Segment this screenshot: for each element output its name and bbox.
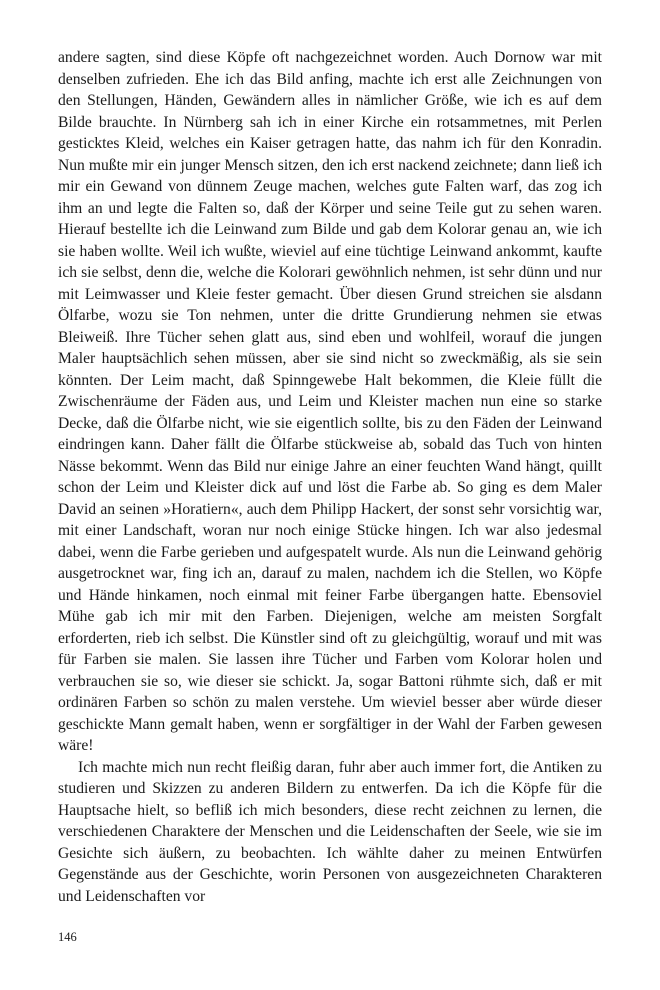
paragraph-new: Ich machte mich nun recht fleißig daran, fuhr aber auch immer fort, die Antiken zu studieren und Skizzen zu anderen Bildern zu entwerfen. Da ich die Köpfe für die Hauptsache hielt, so befliß ich mich besonders, diese recht zeichnen zu lernen, die verschiedenen Charaktere der Menschen und die Leidenschaften der Seele, wie sie im Gesichte sich äußern, zu beobachten. Ich wählte daher zu meinen Entwürfen Gegenstände aus der Geschichte, worin Personen von ausgezeichneten Charakteren und Leidenschaften vor xyxy=(58,758,602,905)
page-number: 146 xyxy=(58,930,77,944)
paragraph-continued: andere sagten, sind diese Köpfe oft nachgezeichnet worden. Auch Dornow war mit denselben zufrieden. Ehe ich das Bild anfing, machte ich erst alle Zeichnungen von den Stellungen, Händen, Gewändern alles in nämlicher Größe, wie ich es auf dem Bilde brauchte. In Nürnberg sah ich in einer Kirche ein rotsammetnes, mit Perlen gesticktes Kleid, welches ein Kaiser getragen hatte, das nahm ich für den Konradin. Nun mußte mir ein junger Mensch sitzen, den ich erst nackend zeichnete; dann ließ ich mir ein Gewand von dünnem Zeuge machen, welches gute Falten warf, das zog ich ihm an und legte die Falten so, daß der Körper und seine Teile gut zu sehen waren. Hierauf bestellte ich die Leinwand zum Bilde und gab dem Kolorar genau an, wie ich sie haben wollte. Weil ich wußte, wieviel auf eine tüchtige Leinwand ankommt, kaufte ich sie selbst, denn die, welche die Kolorari gewöhnlich nehmen, ist sehr dünn und nur mit Leimwasser und Kleie fester gemacht. Über diesen Grund streichen sie alsdann Ölfarbe, wozu sie Ton nehmen, unter die dritte Grundierung nehmen sie etwas Bleiweiß. Ihre Tücher sehen glatt aus, sind eben und wohlfeil, worauf die jungen Maler hauptsächlich sehen müssen, aber sie sind nicht so zweckmäßig, als sie sein könnten. Der Leim macht, daß Spinngewebe Halt bekommen, die Kleie füllt die Zwischenräume der Fäden aus, und Leim und Kleister machen nun eine so starke Decke, daß die Ölfarbe nicht, wie sie eigentlich sollte, bis zu den Fäden der Leinwand eindringen kann. Daher fällt die Ölfarbe stückweise ab, sobald das Tuch von hinten Nässe bekommt. Wenn das Bild nur einige Jahre an einer feuchten Wand hängt, quillt schon der Leim und Kleister dick auf und löst die Farbe ab. So ging es dem Maler David an seinen »Horatiern«, auch dem Philipp Hackert, der sonst sehr vorsichtig war, mit einer Landschaft, woran nur noch einige Stücke hingen. Ich war also jedesmal dabei, wenn die Farbe gerieben und aufgespatelt wurde. Als nun die Leinwand gehörig ausgetrocknet war, fing ich an, darauf zu malen, nachdem ich die Stellen, wo Köpfe und Hände hinkamen, noch einmal mit feiner Farbe übergangen hatte. Ebensoviel Mühe gab ich mir mit den Farben. Diejenigen, welche am meisten Sorgfalt erforderten, rieb ich selbst. Die Künstler sind oft zu gleichgültig, worauf und mit was für Farben sie malen. Sie lassen ihre Tücher und Farben vom Kolorar holen und verbrauchen sie so, wie dieser sie schickt. Ja, sogar Battoni rühmte sich, daß er mit ordinären Farben so schön zu malen verstehe. Um wieviel besser aber würde dieser geschickte Mann gemalt haben, wenn er sorgfältiger in der Wahl der Farben gewesen wäre! xyxy=(58,49,602,754)
page-body xyxy=(58,47,602,907)
